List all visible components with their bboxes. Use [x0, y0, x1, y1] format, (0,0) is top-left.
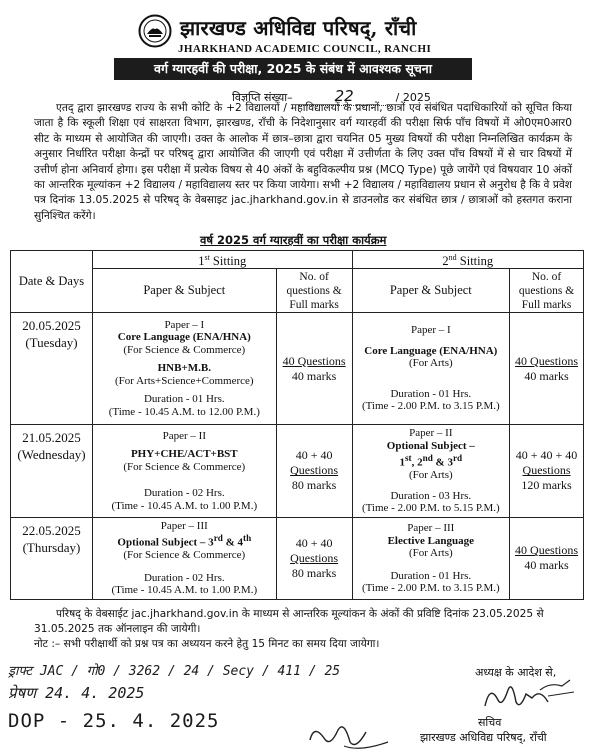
council-emblem-icon [138, 14, 172, 48]
table-row [11, 425, 584, 518]
sitting-2-header: 2nd Sitting [352, 251, 583, 269]
schedule-title: वर्ष 2025 वर्ग ग्यारहवीं का परीक्षा कार्यक्रम [200, 233, 387, 247]
table-header-row [11, 251, 584, 269]
exam-schedule-table [10, 250, 584, 600]
sitting-1-marks: 40 Questions 40 marks [276, 313, 352, 425]
footer-notes [34, 607, 582, 652]
handwritten-draft-ref: ड्राफ्ट JAC / गो0 / 3262 / 24 / Secy / 411 / 25 [8, 664, 341, 679]
col-paper-header-1: Paper & Subject [92, 269, 276, 313]
council-signature-line: झारखण्ड अधिविद्य परिषद्, राँची [420, 731, 547, 744]
sitting-2-paper: Paper – III Elective Language (For Arts) Duration - 01 Hrs. (Time - 2.00 P.M. to 3.15 P.M.) [352, 517, 510, 599]
col-paper-header-2: Paper & Subject [352, 269, 510, 313]
sitting-2-marks: 40 + 40 + 40 Questions 120 marks [510, 425, 584, 518]
col-date-header: Date & Days [11, 251, 93, 313]
body-paragraph: एतद् द्वारा झारखण्ड राज्य के सभी कोटि के +2 विद्यालयों / महाविद्यालयों के प्रधानों, छात्रों एवं संबंधित पदाधिकारियों को सूचित किया जाता है कि स्कूली शिक्षा एवं साक्षरता विभाग, झारखण्ड, राँची के निदेशानुसार वर्ग ग्यारहवीं की परीक्षा सिर्फ पाँच विषयों में ओ0एम0आर0 सीट के माध्यम से आयोजित की जाएगी। उक्त के आलोक में छात्र–छात्रा द्वारा चयनित 05 मुख्य विषयों की परीक्षा निम्नलिखित कार्यक्रम के अनुसार निर्धारित परीक्षा केन्द्रों पर परिषद् द्वारा आयोजित की जाएगी एवं परीक्षा में उत्तीर्णता के लिए उक्त पाँच विषयों में से चार विषयों में उत्तीर्ण होना अनिवार्य होगा। इस परीक्षा में प्रत्येक विषय से 40 अंकों के बहुविकल्पीय प्रश्न (MCQ Type) पूछे जायेंगे एवं विषयवार 10 अंकों का आन्तरिक मूल्यांकन +2 विद्यालय / महाविद्यालय स्तर पर किया जायेगा। सभी +2 विद्यालय / महाविद्यालय प्रधान से अनुरोध है कि वे प्रवेश पत्र दिनांक 13.05.2025 से परिषद् के वेबसाइट jac.jharkhand.gov.in से डाउनलोड कर संबंधित छात्र / छात्राओं को हस्तगत कराना सुनिश्चित करेंगे। [34, 102, 572, 222]
sitting-1-header: 1st Sitting [92, 251, 352, 269]
notice-number: 22 [298, 87, 390, 106]
table-row [11, 313, 584, 425]
sitting-1-marks: 40 + 40 Questions 80 marks [276, 425, 352, 518]
sitting-1-paper: Paper – I Core Language (ENA/HNA) (For Science & Commerce) HNB+M.B. (For Arts+Science+Commerce) Duration - 01 Hrs. (Time - 10.45 A.M. to 12.00 P.M.) [92, 313, 276, 425]
notice-banner: वर्ग ग्यारहवीं की परीक्षा, 2025 के संबंध में आवश्यक सूचना [114, 58, 472, 80]
council-title-english: JHARKHAND ACADEMIC COUNCIL, RANCHI [178, 43, 432, 55]
date-cell: 20.05.2025 (Tuesday) [11, 313, 93, 425]
date-cell: 21.05.2025 (Wednesday) [11, 425, 93, 518]
sitting-1-marks: 40 + 40 Questions 80 marks [276, 517, 352, 599]
sitting-2-marks: 40 Questions 40 marks [510, 313, 584, 425]
notice-label: विज्ञप्ति संख्या– [232, 91, 293, 104]
table-row [11, 517, 584, 599]
council-title-hindi: झारखण्ड अधिविद्य परिषद्, राँची [180, 16, 417, 40]
col-marks-header-1: No. of questions & Full marks [276, 269, 352, 313]
col-marks-header-2: No. of questions & Full marks [510, 269, 584, 313]
sitting-1-paper: Paper – II PHY+CHE/ACT+BST (For Science & Commerce) Duration - 02 Hrs. (Time - 10.45 A.M. to 1.00 P.M.) [92, 425, 276, 518]
sitting-2-paper: Paper – II Optional Subject – 1st, 2nd & 3rd (For Arts) Duration - 03 Hrs. (Time - 2.00 P.M. to 5.15 P.M.) [352, 425, 510, 518]
date-cell: 22.05.2025 (Thursday) [11, 517, 93, 599]
sitting-1-paper: Paper – III Optional Subject – 3rd & 4th (For Science & Commerce) Duration - 02 Hrs. (Time - 10.45 A.M. to 1.00 P.M.) [92, 517, 276, 599]
letterhead [0, 6, 596, 66]
secretary-label: सचिव [478, 716, 502, 729]
sitting-2-marks: 40 Questions 40 marks [510, 517, 584, 599]
order-line: अध्यक्ष के आदेश से, [475, 666, 557, 679]
reading-time-note: नोट :– सभी परीक्षार्थी को प्रश्न पत्र का अध्ययन करने हेतु 15 मिनट का समय दिया जायेगा। [34, 638, 380, 650]
handwritten-dop: DOP - 25. 4. 2025 [8, 710, 220, 732]
signature-image [470, 676, 580, 716]
handwritten-dispatch-date: प्रेषण 24. 4. 2025 [8, 684, 145, 702]
internal-assessment-note: परिषद् के वेबसाईट jac.jharkhand.gov.in के माध्यम से आन्तरिक मूल्यांकन के अंकों की प्रविष्टि दिनांक 23.05.2025 से 31.05.2025 तक ऑनलाइन की जायेगी। [34, 608, 544, 635]
table-subheader-row [11, 269, 584, 313]
handwritten-initials-image [300, 718, 395, 753]
sitting-2-paper: Paper – I Core Language (ENA/HNA) (For Arts) Duration - 01 Hrs. (Time - 2.00 P.M. to 3.15 P.M.) [352, 313, 510, 425]
notice-year: / 2025 [395, 91, 431, 104]
notice-body [34, 101, 572, 224]
